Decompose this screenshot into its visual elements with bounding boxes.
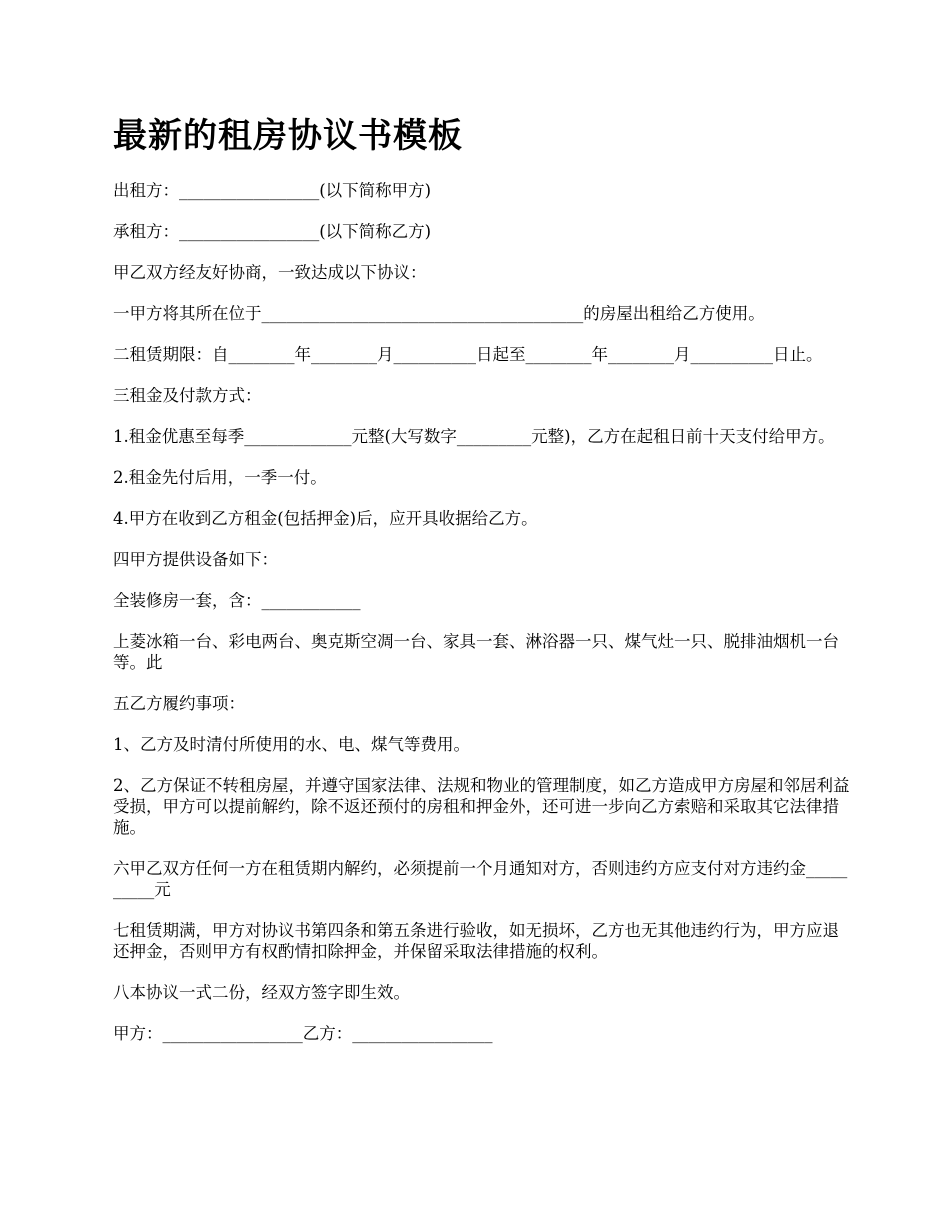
paragraph-clause-1: 一甲方将其所在位于_______________________________________的房屋出租给乙方使用。 [113, 304, 765, 323]
paragraph-clause-7: 七租赁期满，甲方对协议书第四条和第五条进行验收，如无损坏，乙方也无其他违约行为，甲方应退还押金，否则甲方有权酌情扣除押金，并保留采取法律措施的权利。 [113, 921, 839, 961]
paragraph-clause-5-item-2: 2、乙方保证不转租房屋，并遵守国家法律、法规和物业的管理制度，如乙方造成甲方房屋和邻居利益受损，甲方可以提前解约，除不返还预付的房租和押金外，还可进一步向乙方索赔和采取其它法律措施。 [113, 776, 850, 837]
paragraph-clause-3-item-1: 1.租金优惠至每季_____________元整(大写数字_________元整)，乙方在起租日前十天支付给甲方。 [113, 427, 835, 446]
paragraph-clause-5-item-1: 1、乙方及时清付所使用的水、电、煤气等费用。 [113, 735, 470, 754]
paragraph-lessor: 出租方：_________________(以下简称甲方) [113, 181, 432, 200]
paragraph-clause-3-item-4: 4.甲方在收到乙方租金(包括押金)后，应开具收据给乙方。 [113, 509, 538, 528]
paragraph-clause-2: 二租赁期限：自________年________月__________日起至________年________月__________日止。 [113, 345, 823, 364]
paragraph-clause-6: 六甲乙双方任何一方在租赁期内解约，必须提前一个月通知对方，否则违约方应支付对方违约金__________元 [113, 859, 848, 899]
document-title: 最新的租房协议书模板 [113, 116, 463, 156]
document-body [113, 180, 853, 1044]
paragraph-clause-8: 八本协议一式二份，经双方签字即生效。 [113, 983, 410, 1002]
paragraph-clause-4-item-1: 全装修房一套，含：____________ [113, 591, 361, 610]
document-page [113, 112, 853, 1064]
paragraph-clause-3-item-2: 2.租金先付后用，一季一付。 [113, 468, 327, 487]
paragraph-clause-4-heading: 四甲方提供设备如下： [113, 550, 278, 569]
paragraph-agreement-intro: 甲乙双方经友好协商，一致达成以下协议： [113, 263, 427, 282]
paragraph-clause-5-heading: 五乙方履约事项： [113, 694, 245, 713]
paragraph-lessee: 承租方：_________________(以下简称乙方) [113, 222, 432, 241]
paragraph-clause-4-item-2: 上菱冰箱一台、彩电两台、奥克斯空凋一台、家具一套、淋浴器一只、煤气灶一只、脱排油烟机一台等。此 [113, 632, 839, 672]
paragraph-signatures: 甲方：_________________乙方：_________________ [113, 1024, 493, 1043]
paragraph-clause-3-heading: 三租金及付款方式： [113, 386, 262, 405]
